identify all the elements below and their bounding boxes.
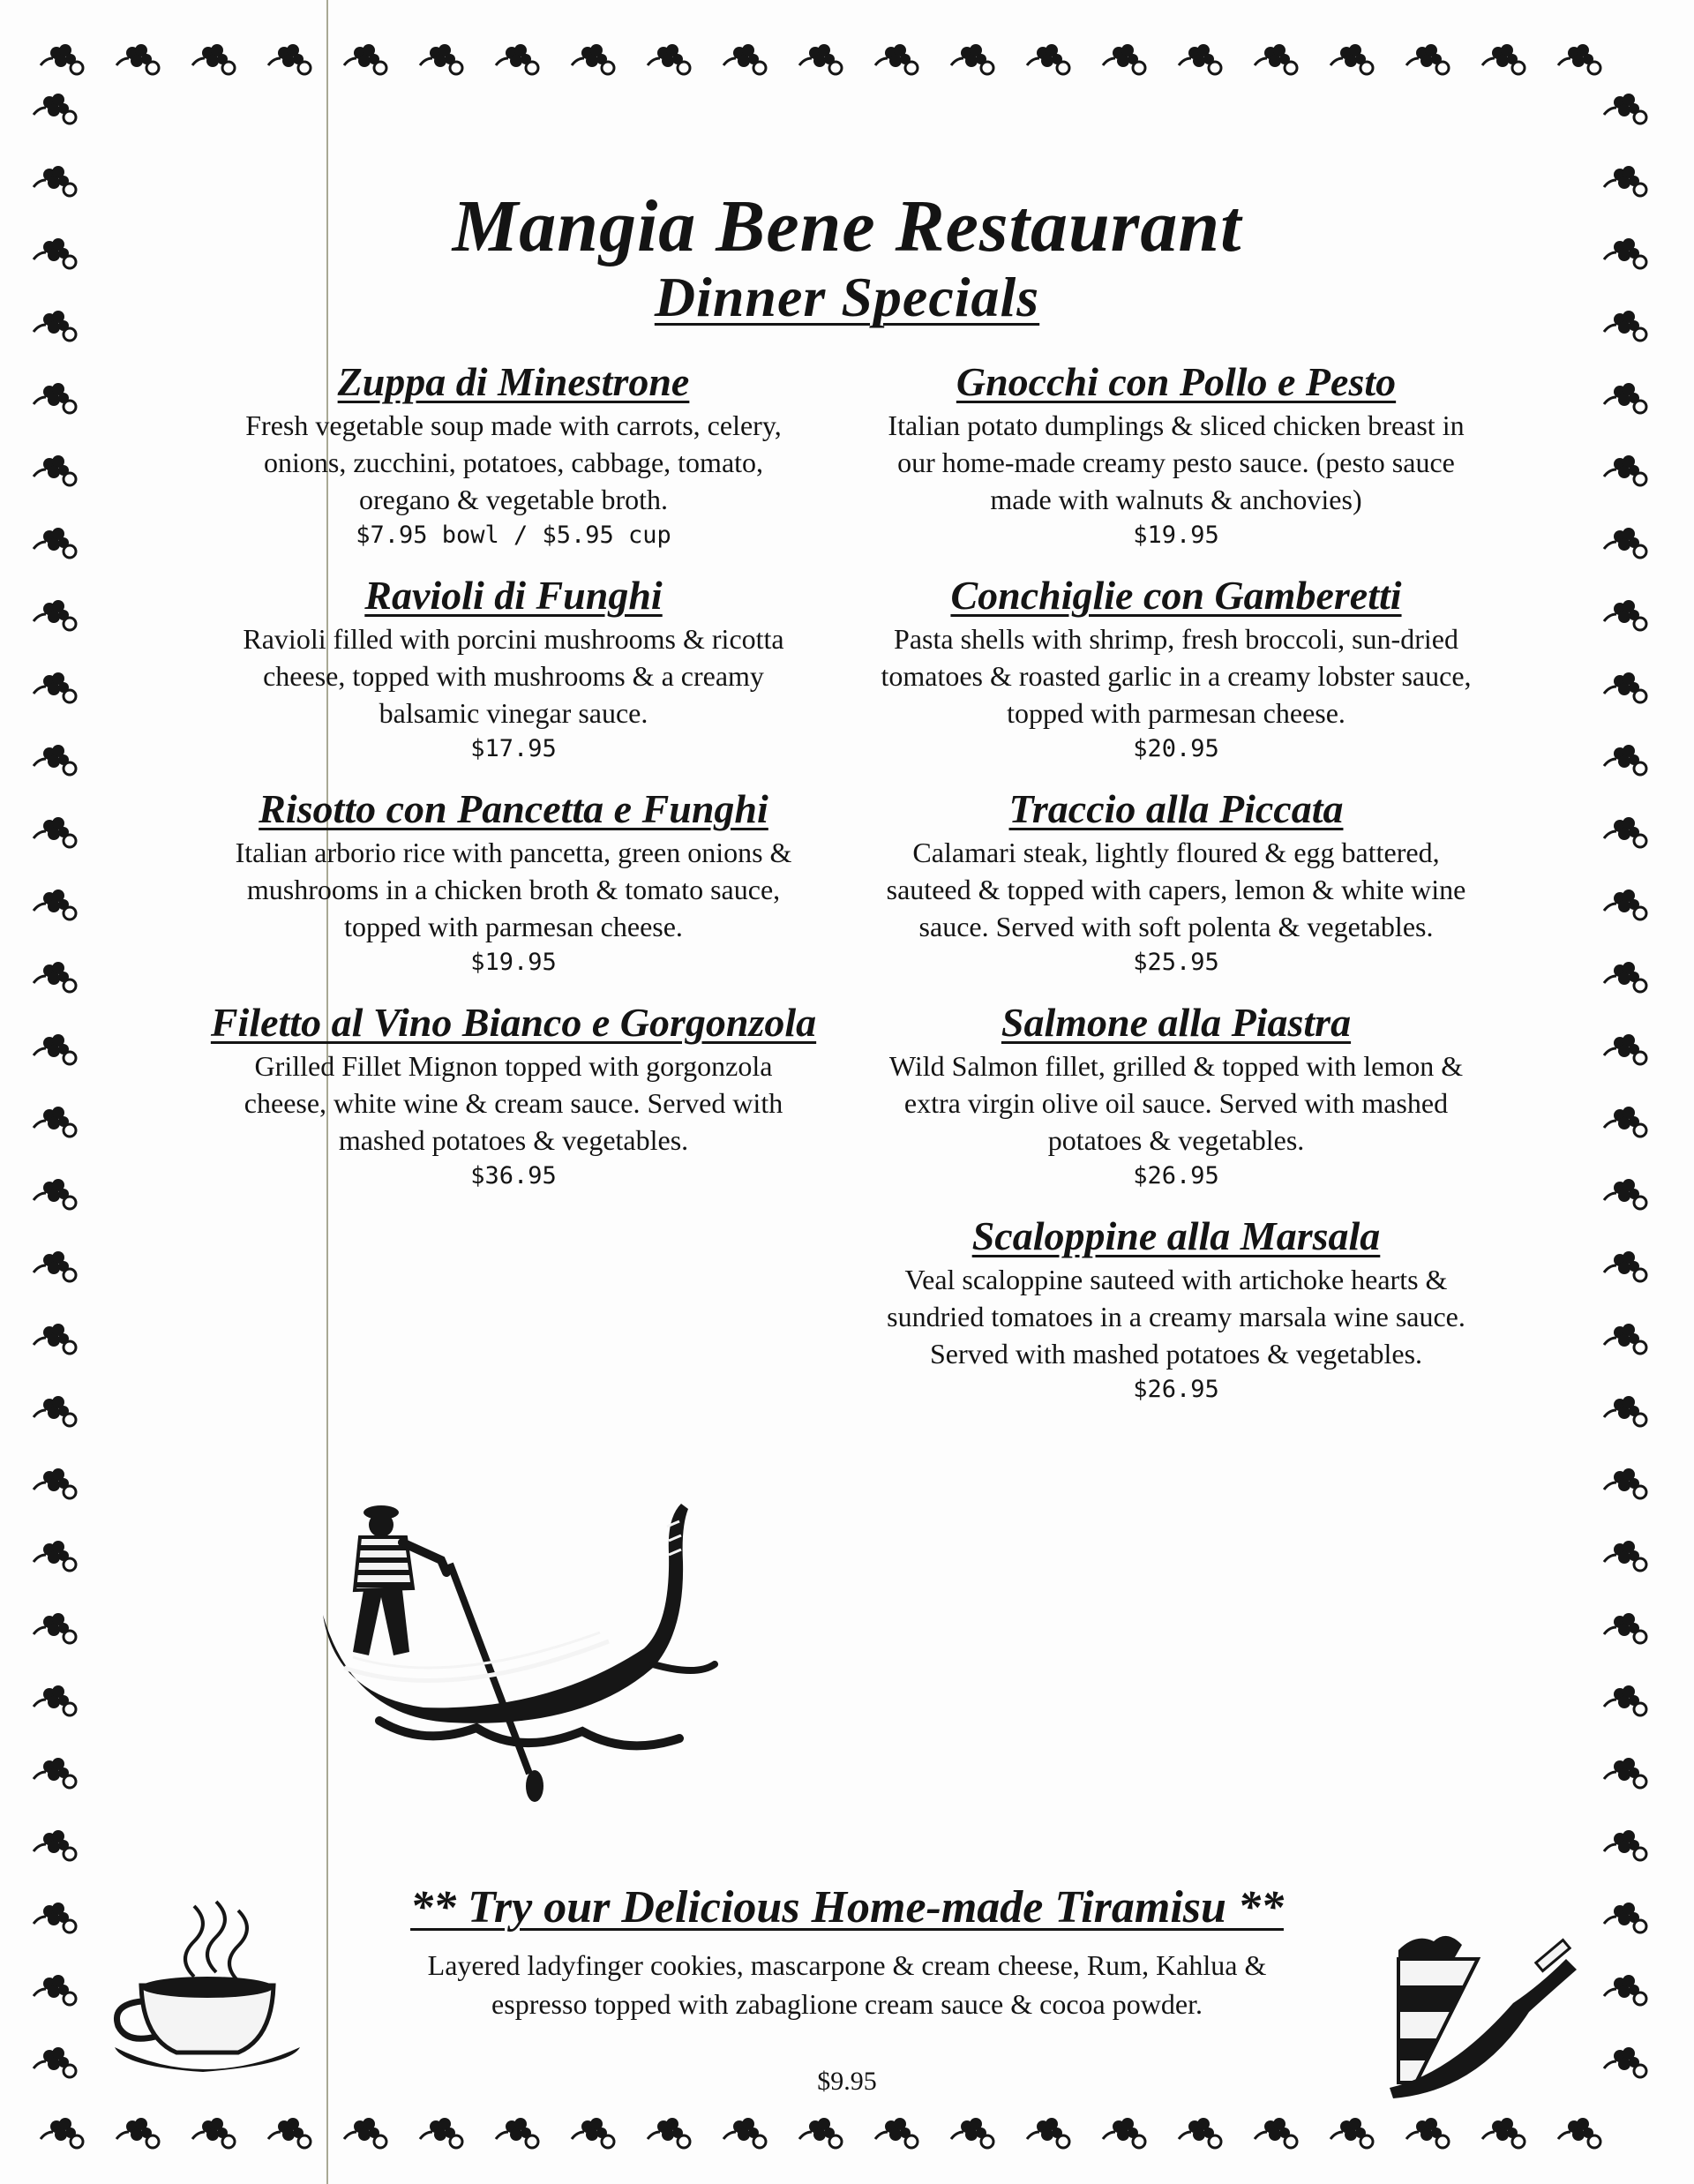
- grape-cluster-icon: [1330, 44, 1373, 74]
- grape-cluster-icon: [1103, 2118, 1145, 2148]
- grape-cluster-icon: [34, 528, 76, 558]
- menu-subtitle: Dinner Specials: [654, 266, 1040, 328]
- grape-cluster-icon: [1604, 1396, 1646, 1426]
- grape-cluster-icon: [1604, 1468, 1646, 1498]
- grape-cluster-icon: [192, 2118, 235, 2148]
- grape-cluster-icon: [34, 94, 76, 124]
- menu-item-price: $7.95 bowl / $5.95 cup: [356, 522, 671, 549]
- grape-cluster-icon: [1027, 44, 1069, 74]
- grape-cluster-icon: [648, 2118, 690, 2148]
- menu-item-name: Filetto al Vino Bianco e Gorgonzola: [210, 1000, 817, 1045]
- grape-cluster-icon: [34, 1107, 76, 1137]
- grape-cluster-icon: [344, 44, 386, 74]
- grape-cluster-icon: [496, 44, 538, 74]
- restaurant-name: Mangia Bene Restaurant: [452, 185, 1242, 267]
- menu-item-price: $26.95: [1133, 1162, 1219, 1190]
- grape-cluster-icon: [875, 44, 918, 74]
- menu-item-description: Fresh vegetable soup made with carrots, celery, onions, zucchini, potatoes, cabbage, tomato, oregano & vegetable broth.: [245, 409, 782, 515]
- menu-item-description: Wild Salmon fillet, grilled & topped with lemon & extra virgin olive oil sauce. Served with mashed potatoes & vegetables.: [888, 1050, 1464, 1156]
- grape-cluster-icon: [34, 455, 76, 485]
- grape-cluster-icon: [34, 1758, 76, 1788]
- grape-cluster-icon: [1604, 1324, 1646, 1354]
- grape-cluster-icon: [34, 1251, 76, 1281]
- grape-cluster-icon: [1604, 600, 1646, 630]
- grape-cluster-icon: [1179, 2118, 1221, 2148]
- menu-item-description: Pasta shells with shrimp, fresh broccoli, sun-dried tomatoes & roasted garlic in a creamy lobster sauce, topped with parmesan cheese.: [881, 623, 1472, 729]
- grape-cluster-icon: [1604, 1685, 1646, 1715]
- menu-item-name: Scaloppine alla Marsala: [971, 1213, 1381, 1258]
- grape-cluster-icon: [1604, 1034, 1646, 1064]
- grape-cluster-icon: [723, 2118, 766, 2148]
- grape-cluster-icon: [34, 1685, 76, 1715]
- grape-cluster-icon: [116, 2118, 159, 2148]
- dessert-description: Layered ladyfinger cookies, mascarpone & cream cheese, Rum, Kahlua & espresso topped with zabaglione cream sauce & cocoa powder.: [427, 1949, 1267, 2020]
- menu-item: [205, 571, 822, 767]
- grape-cluster-icon: [34, 1975, 76, 2005]
- grape-cluster-icon: [34, 600, 76, 630]
- grape-cluster-icon: [1482, 2118, 1525, 2148]
- menu-item-name: Risotto con Pancetta e Funghi: [259, 786, 768, 831]
- grape-cluster-icon: [951, 2118, 993, 2148]
- grape-cluster-icon: [34, 1613, 76, 1643]
- grape-cluster-icon: [1604, 528, 1646, 558]
- dessert-title: ** Try our Delicious Home-made Tiramisu **: [410, 1882, 1284, 1933]
- grape-cluster-icon: [1604, 817, 1646, 847]
- menu-item-price: $25.95: [1133, 949, 1219, 976]
- grape-cluster-icon: [799, 44, 842, 74]
- grape-cluster-icon: [34, 672, 76, 702]
- grape-cluster-icon: [34, 1179, 76, 1209]
- grape-cluster-icon: [34, 817, 76, 847]
- menu-item-price: $26.95: [1133, 1376, 1219, 1403]
- grape-cluster-icon: [648, 44, 690, 74]
- dessert-price: $9.95: [817, 2067, 877, 2096]
- menu-item-price: $36.95: [470, 1162, 557, 1190]
- grape-cluster-icon: [875, 2118, 918, 2148]
- menu-item: [867, 784, 1485, 980]
- grape-cluster-icon: [1604, 1830, 1646, 1860]
- grape-cluster-icon: [1604, 94, 1646, 124]
- gondola-icon: [318, 1491, 759, 1831]
- menu-item-name: Traccio alla Piccata: [1008, 786, 1344, 831]
- grape-cluster-icon: [1604, 745, 1646, 775]
- grape-cluster-icon: [799, 2118, 842, 2148]
- grape-cluster-icon: [1604, 1613, 1646, 1643]
- border-top: [0, 26, 1694, 88]
- menu-item-description: Veal scaloppine sauteed with artichoke hearts & sundried tomatoes in a creamy marsala wine sauce. Served with mashed potatoes & vegetables.: [887, 1264, 1465, 1370]
- menu-item: [867, 1212, 1485, 1407]
- grape-cluster-icon: [723, 44, 766, 74]
- grape-cluster-icon: [34, 1396, 76, 1426]
- grape-cluster-icon: [951, 44, 993, 74]
- grape-cluster-icon: [1604, 1541, 1646, 1571]
- grape-cluster-icon: [1604, 672, 1646, 702]
- menu-item: [867, 357, 1485, 553]
- grape-cluster-icon: [1255, 44, 1297, 74]
- grape-cluster-icon: [1604, 1179, 1646, 1209]
- grape-cluster-icon: [34, 1468, 76, 1498]
- menu-item-name: Salmone alla Piastra: [1001, 1000, 1352, 1045]
- grape-cluster-icon: [1558, 2118, 1600, 2148]
- grape-cluster-icon: [1406, 44, 1449, 74]
- menu-item-price: $19.95: [470, 949, 557, 976]
- grape-cluster-icon: [34, 962, 76, 992]
- grape-cluster-icon: [420, 2118, 462, 2148]
- grape-cluster-icon: [420, 44, 462, 74]
- grape-cluster-icon: [1558, 44, 1600, 74]
- grape-cluster-icon: [496, 2118, 538, 2148]
- grape-cluster-icon: [192, 44, 235, 74]
- menu-item-name: Zuppa di Minestrone: [337, 359, 690, 404]
- grape-cluster-icon: [34, 1541, 76, 1571]
- grape-cluster-icon: [34, 889, 76, 919]
- grape-cluster-icon: [34, 1324, 76, 1354]
- menu-item-description: Calamari steak, lightly floured & egg battered, sauteed & topped with capers, lemon & white wine sauce. Served with soft polenta & vegetables.: [886, 837, 1466, 942]
- grape-cluster-icon: [268, 2118, 311, 2148]
- menu-item: [867, 571, 1485, 767]
- grape-cluster-icon: [1604, 1107, 1646, 1137]
- menu-item-price: $19.95: [1133, 522, 1219, 549]
- grape-cluster-icon: [572, 44, 614, 74]
- menu-item: [205, 784, 822, 980]
- grape-cluster-icon: [1103, 44, 1145, 74]
- grape-cluster-icon: [1604, 1758, 1646, 1788]
- grape-cluster-icon: [1604, 889, 1646, 919]
- grape-cluster-icon: [1406, 2118, 1449, 2148]
- menu-item-name: Conchiglie con Gamberetti: [950, 573, 1402, 618]
- border-bottom: [0, 2100, 1694, 2162]
- menu-item: [205, 357, 822, 553]
- menu-column-right: [867, 357, 1485, 1425]
- grape-cluster-icon: [34, 1034, 76, 1064]
- grape-cluster-icon: [1482, 44, 1525, 74]
- menu-item-price: $17.95: [470, 735, 557, 762]
- menu-item-description: Grilled Fillet Mignon topped with gorgonzola cheese, white wine & cream sauce. Served with mashed potatoes & vegetables.: [244, 1050, 783, 1156]
- grape-cluster-icon: [1255, 2118, 1297, 2148]
- grape-cluster-icon: [1179, 44, 1221, 74]
- grape-cluster-icon: [268, 44, 311, 74]
- menu-item-description: Italian potato dumplings & sliced chicken breast in our home-made creamy pesto sauce. (pesto sauce made with walnuts & anchovies): [888, 409, 1465, 515]
- grape-cluster-icon: [1604, 383, 1646, 413]
- grape-cluster-icon: [344, 2118, 386, 2148]
- grape-cluster-icon: [34, 1830, 76, 1860]
- grape-cluster-icon: [116, 44, 159, 74]
- menu-item: [205, 998, 822, 1194]
- menu-column-left: [205, 357, 822, 1212]
- menu-item-name: Gnocchi con Pollo e Pesto: [956, 359, 1397, 404]
- grape-cluster-icon: [1604, 455, 1646, 485]
- menu-item-price: $20.95: [1133, 735, 1219, 762]
- grape-cluster-icon: [1604, 962, 1646, 992]
- menu-item-description: Italian arborio rice with pancetta, green onions & mushrooms in a chicken broth & tomato sauce, topped with parmesan cheese.: [235, 837, 792, 942]
- grape-cluster-icon: [34, 383, 76, 413]
- menu-item-name: Ravioli di Funghi: [364, 573, 663, 618]
- grape-cluster-icon: [1604, 1975, 1646, 2005]
- grape-cluster-icon: [1604, 1251, 1646, 1281]
- grape-cluster-icon: [1330, 2118, 1373, 2148]
- grape-cluster-icon: [34, 745, 76, 775]
- grape-cluster-icon: [572, 2118, 614, 2148]
- menu-item: [867, 998, 1485, 1194]
- menu-item-description: Ravioli filled with porcini mushrooms & ricotta cheese, topped with mushrooms & a creamy balsamic vinegar sauce.: [243, 623, 784, 729]
- grape-cluster-icon: [1027, 2118, 1069, 2148]
